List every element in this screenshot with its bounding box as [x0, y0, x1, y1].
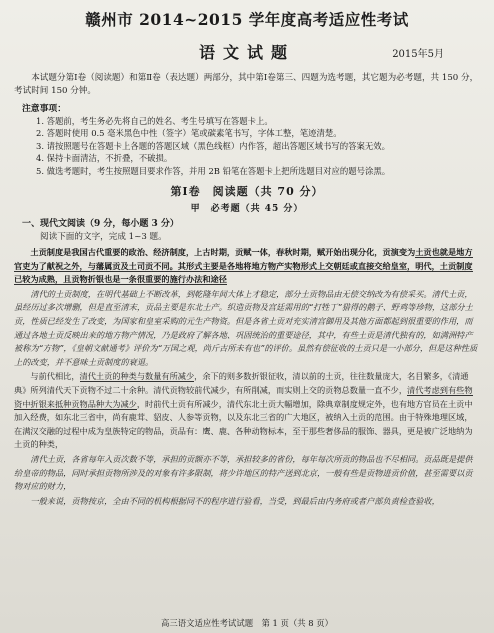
exam-title: 赣州市 2014~2015 学年度高考适应性考试: [85, 10, 409, 29]
question-title: 一、现代文阅读（9 分，每小题 3 分）: [22, 219, 179, 230]
exam-intro: 本试题分第Ⅰ卷（阅读题）和第Ⅱ卷（表达题）两部分，其中第Ⅰ卷第三、四题为选考题，其它题为必考题，共 150 分，考试时间 150 分钟。: [14, 73, 479, 96]
notes-title: 注意事项：: [22, 104, 66, 114]
passage-paragraph-4: 清代土贡，各省每年入贡次数不等，承担的贡额亦不等，承担较多的省份，每年每次所贡的物品也不尽相同。贡品既是提供给皇帝的物品，同时承担贡物所涉及的对象有许多限制，将少许地区的特产送到北京，一般有些是贡物进贡价值，甚至需要以贡物对应的财力，: [14, 453, 473, 492]
question-instruction: 阅读下面的文字，完成 1~3 题。: [40, 232, 167, 243]
notes-list: [36, 115, 480, 177]
note-item: 2. 答题时使用 0.5 毫米黑色中性（签字）笔或碳素笔书写，字体工整，笔迹清楚。: [36, 128, 342, 139]
section-title: 甲 必考题（共 45 分）: [190, 204, 304, 215]
passage-text: 与前代相比，: [30, 371, 80, 382]
note-item: 5. 做选考题时，考生按照题目要求作答，并用 2B 铅笔在答题卡上把所选题目对应的题号涂黑。: [36, 165, 391, 176]
passage-text: ，余下的则多数折银征收，清以前的土贡，往往数量庞大，名目繁多，《清通典》所列清代天下贡物不过二十余种。清代贡物较前代减少，有所削减，而实则上交的贡物总数量一直不少，: [14, 371, 469, 395]
note-item: 1. 答题前，考生务必先将自己的姓名、考生号填写在答题卡上。: [36, 116, 273, 126]
passage-paragraph-2: 清代的土贡制度，在明代基础上不断改革，到乾隆年间大体上才稳定，部分土贡物品由无偿交纳改为有偿采买。清代土贡，虽经历过多次增删，但是直至清末，贡品主要是东北土产。织造贡物及宫廷需用的“打牲丁”猎得的鹅子、野鸡等珍物，这部分土贡，性质已经发生了改变，为国家和皇室采购的元生产物资。但是各省土贡对充实清宫御用及其他方面都起到很重要的作用，而通过各地土贡反映出来的地方物产情况，乃是政府了解各地、巩固统治的重要途径，其中，有些土贡是清代独有的，如满洲特产被称为“方物”，《皇朝文献通考》评价为“万国之观，尚斤古所未有也”的评价。虽然有偿征收的土贡只是一小部分，但是这种性质上的改变，并不意味土贡制度的衰退。: [14, 288, 478, 367]
passage-paragraph-5: 一般来说，贡物按京，全由不同的机构根据同不的程序进行验看，当受，到最后由内务府或者户部负责检查验收，: [30, 495, 440, 506]
page-footer: 高三语文适应性考试试题 第 1 页（共 8 页）: [160, 618, 334, 628]
passage-text: ，时前代土贡有所减少，清代东北土贡大幅增加，除典章制度规定外，也有地方官员在土贡中加入经费，如东北三省中，尚有鹿茸、貂皮、人参等贡物，以及东北三省的广大地区，被纳入土贡的范围。由于特殊地理区域，在满汉交融的过程中成为皇族特定的物品，贡品有：鹰、鹿、各种动物标本，至于那些奢侈品的服饰、器具，更是被广泛地纳为土贡的种类，: [14, 398, 473, 450]
reading-passage: [14, 246, 480, 508]
passage-paragraph-1: [14, 246, 480, 287]
passage-text: 土贡制度是我国古代重要的政治、经济制度，上古时期，贡赋一体，春秋时期，赋开始出现分化，贡演变为: [30, 247, 416, 258]
underlined-text: 清代土贡的种类与数量有所减少: [79, 371, 195, 382]
subject-row: [14, 40, 480, 66]
passage-paragraph-3: [14, 370, 480, 452]
note-item: 4. 保持卡面清洁，不折叠，不破损。: [36, 153, 173, 164]
underlined-text: 土贡也就是地方官吏为了献祝之外，与藩属贡及土司贡不同。其形式主要是各地将地方物产实物形式上交朝廷或直接交给皇室，明代，土贡制度已较为成熟，且贡物折银也是一条很重要的施行办法和途径: [14, 247, 473, 285]
exam-date: 2015年5月: [392, 49, 444, 60]
underlined-text: 清代考虑到有些物资中折银来抵种贡物品种大为减少: [14, 384, 473, 409]
subject-title: 语文试题: [198, 43, 295, 62]
volume-title: 第Ⅰ卷 阅读题（共 70 分）: [170, 185, 324, 199]
note-item: 3. 请按照题号在答题卡上各题的答题区域（黑色线框）内作答，超出答题区域书写的答案无效。: [36, 140, 391, 151]
